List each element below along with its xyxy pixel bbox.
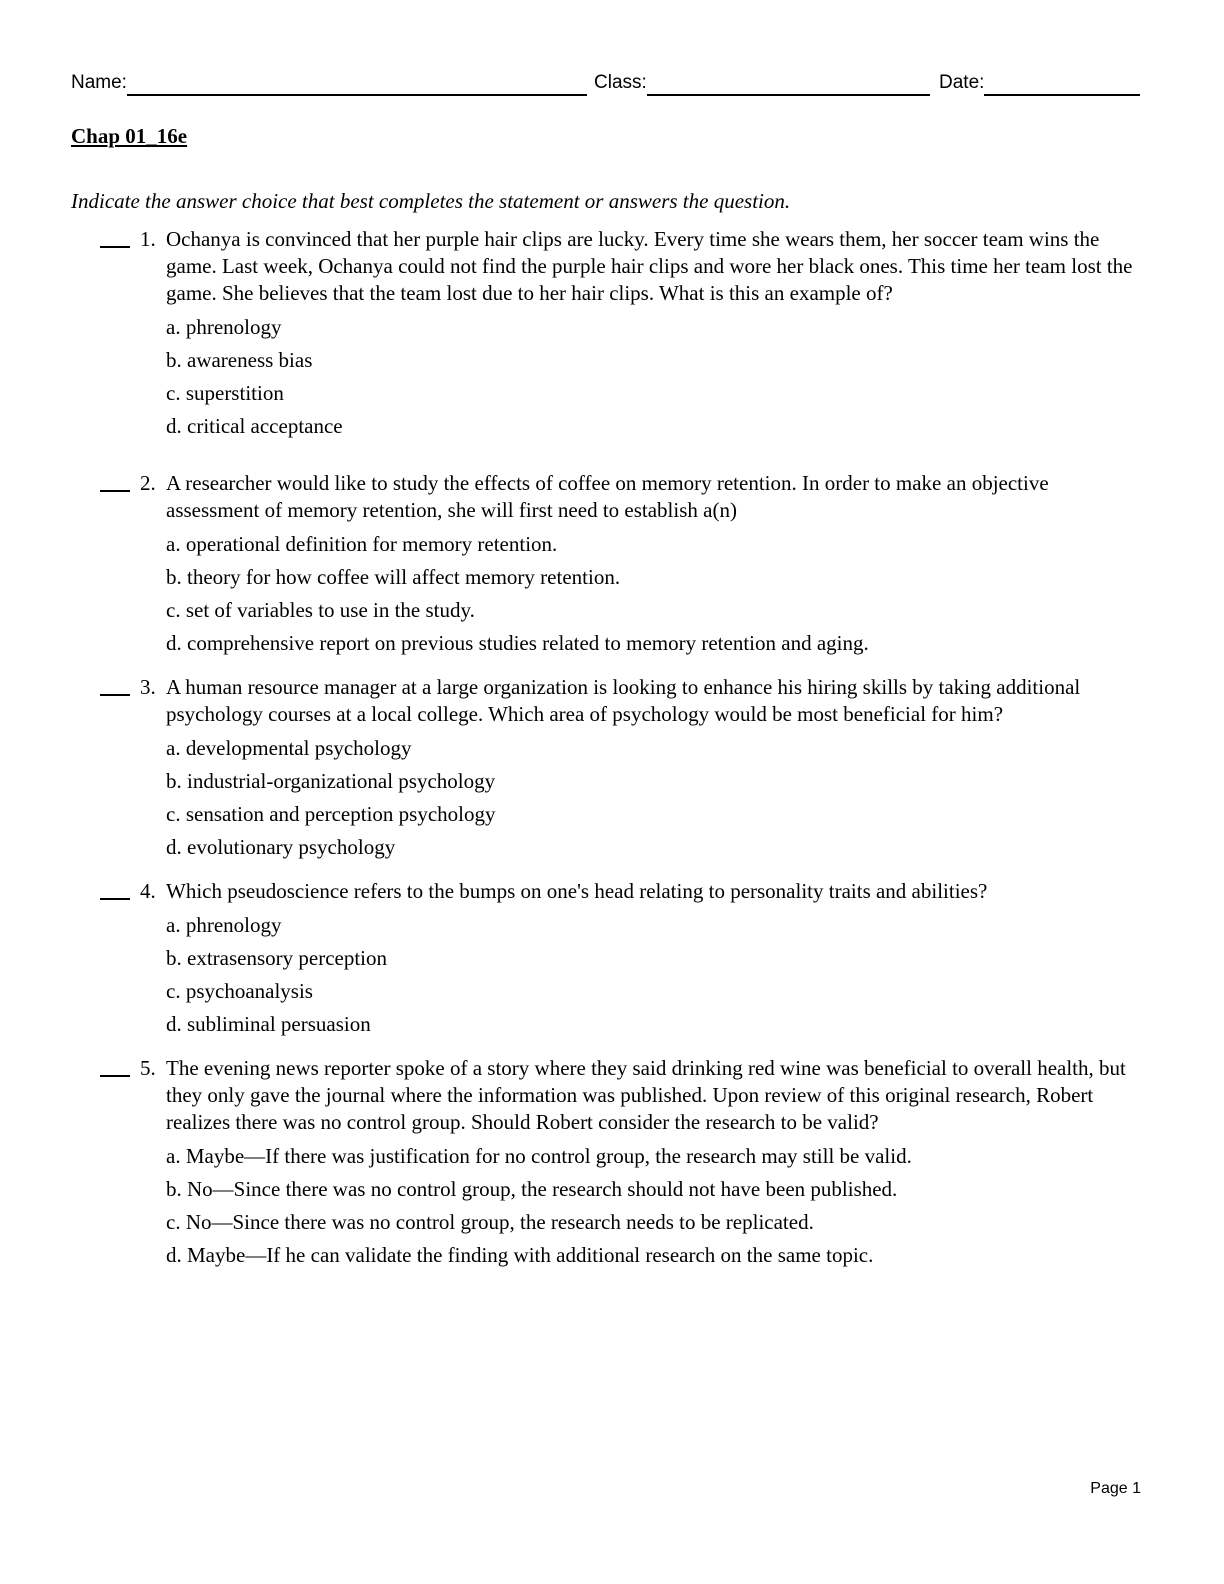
question-number: 5. [140, 1056, 156, 1080]
answer-choices [166, 732, 1224, 864]
answer-choices [166, 909, 1224, 1041]
answer-choice-a: a. developmental psychology [166, 736, 412, 760]
class-field [594, 70, 933, 96]
answer-choices [166, 1140, 1224, 1272]
instructions: Indicate the answer choice that best completes the statement or answers the question. [71, 189, 791, 213]
answer-choice-c: c. No—Since there was no control group, the research needs to be replicated. [166, 1210, 814, 1234]
answer-choice-c: c. set of variables to use in the study. [166, 598, 475, 622]
answer-choice-d: d. critical acceptance [166, 414, 343, 438]
date-label: Date: [939, 72, 985, 93]
answer-choice-a: a. phrenology [166, 913, 282, 937]
date-blank-line[interactable] [984, 70, 1140, 96]
question-number: 3. [140, 675, 156, 699]
answer-choice-b: b. theory for how coffee will affect memory retention. [166, 565, 621, 589]
answer-choice-a: a. operational definition for memory retention. [166, 532, 558, 556]
page-number: Page 1 [1090, 1480, 1141, 1497]
name-label: Name: [71, 72, 127, 93]
answer-choice-d: d. evolutionary psychology [166, 835, 396, 859]
answer-choice-b: b. extrasensory perception [166, 946, 388, 970]
answer-blank[interactable] [100, 1075, 130, 1077]
answer-choices [166, 528, 1224, 660]
question-text: Which pseudoscience refers to the bumps on one's head relating to personality traits and abilities? [166, 879, 988, 903]
date-field [939, 70, 1141, 96]
answer-choice-b: b. awareness bias [166, 348, 313, 372]
class-blank-line[interactable] [647, 70, 930, 96]
answer-blank[interactable] [100, 490, 130, 492]
answer-blank[interactable] [100, 246, 130, 248]
answer-choice-d: d. subliminal persuasion [166, 1012, 371, 1036]
answer-blank[interactable] [100, 694, 130, 696]
question-text: A human resource manager at a large organization is looking to enhance his hiring skills by taking additional psychology courses at a local college. Which area of psychology would be most beneficial for him? [166, 675, 1081, 726]
question-5 [0, 1055, 1224, 1272]
name-blank-line[interactable] [127, 70, 587, 96]
class-label: Class: [594, 72, 647, 93]
question-2 [0, 470, 1224, 660]
answer-blank[interactable] [100, 898, 130, 900]
answer-choice-c: c. psychoanalysis [166, 979, 313, 1003]
answer-choice-d: d. Maybe—If he can validate the finding with additional research on the same topic. [166, 1243, 874, 1267]
question-list [0, 226, 1224, 1272]
answer-choice-a: a. phrenology [166, 315, 282, 339]
student-info-header [71, 70, 1141, 98]
question-text: Ochanya is convinced that her purple hair clips are lucky. Every time she wears them, her soccer team wins the game. Last week, Ochanya could not find the purple hair clips and wore her black ones. This time her team lost the game. She believes that the team lost due to her hair clips. What is this an example of? [166, 227, 1133, 305]
question-3 [0, 674, 1224, 864]
question-4 [0, 878, 1224, 1041]
answer-choice-a: a. Maybe—If there was justification for no control group, the research may still be valid. [166, 1144, 912, 1168]
answer-choice-d: d. comprehensive report on previous studies related to memory retention and aging. [166, 631, 869, 655]
question-number: 1. [140, 227, 156, 251]
name-field [71, 70, 588, 96]
answer-choices [166, 311, 1224, 443]
answer-choice-c: c. sensation and perception psychology [166, 802, 496, 826]
question-number: 4. [140, 879, 156, 903]
chapter-title: Chap 01_16e [71, 124, 188, 148]
answer-choice-c: c. superstition [166, 381, 284, 405]
question-text: The evening news reporter spoke of a story where they said drinking red wine was beneficial to overall health, but they only gave the journal where the information was published. Upon review of this original research, Robert realizes there was no control group. Should Robert consider the research to be valid? [166, 1056, 1126, 1134]
question-text: A researcher would like to study the effects of coffee on memory retention. In order to make an objective assessment of memory retention, she will first need to establish a(n) [166, 471, 1049, 522]
answer-choice-b: b. industrial-organizational psychology [166, 769, 496, 793]
question-1 [0, 226, 1224, 443]
question-number: 2. [140, 471, 156, 495]
answer-choice-b: b. No—Since there was no control group, the research should not have been published. [166, 1177, 898, 1201]
